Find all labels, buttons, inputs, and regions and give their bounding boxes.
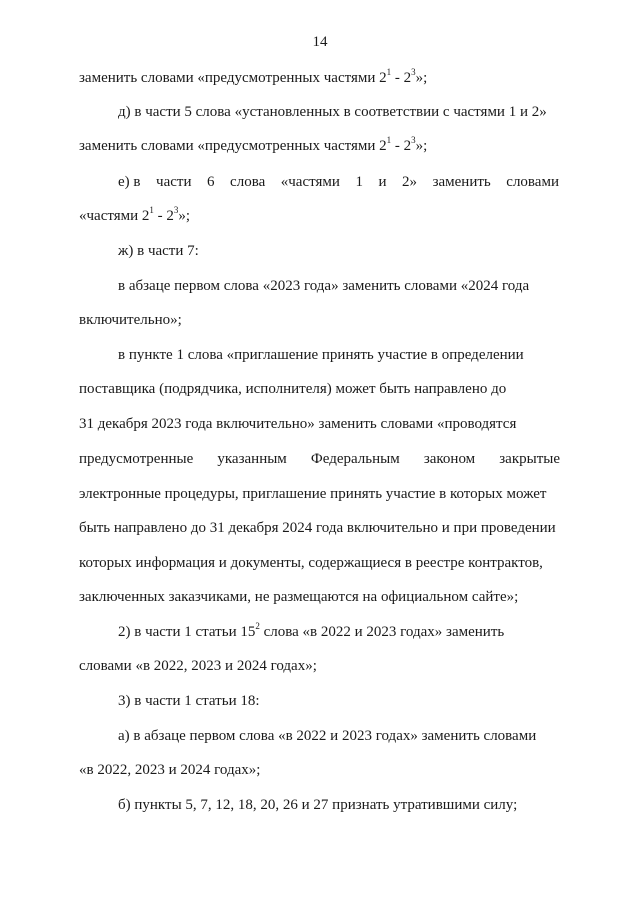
- word: законом: [423, 451, 476, 467]
- text-segment: - 2: [391, 138, 412, 154]
- text-segment: а) в абзаце первом слова «в 2022 и 2023 годах» заменить словами: [118, 728, 537, 744]
- text-line: [79, 656, 317, 676]
- text-line: [118, 345, 524, 365]
- text-segment: заключенных заказчиками, не размещаются на официальном сайте»;: [79, 589, 519, 605]
- word: е) в: [118, 174, 141, 190]
- superscript: 3: [173, 205, 179, 215]
- text-segment: в пункте 1 слова «приглашение принять участие в определении: [118, 347, 524, 363]
- text-line: [79, 310, 182, 330]
- text-segment: заменить словами «предусмотренных частями 2: [79, 138, 387, 154]
- text-segment: д) в части 5 слова «установленных в соответствии с частями 1 и 2»: [118, 104, 547, 120]
- text-segment: »;: [415, 70, 428, 86]
- text-segment: »;: [178, 208, 191, 224]
- word: 6: [207, 174, 215, 190]
- word: заменить: [432, 174, 491, 190]
- text-segment: ж) в части 7:: [118, 243, 199, 259]
- text-line: [79, 68, 427, 88]
- text-line-justified: [79, 449, 560, 469]
- text-segment: 31 декабря 2023 года включительно» заменить словами «проводятся: [79, 416, 517, 432]
- text-segment: включительно»;: [79, 312, 182, 328]
- superscript: 3: [411, 67, 416, 77]
- text-segment: электронные процедуры, приглашение принять участие в которых может: [79, 486, 547, 502]
- text-line: [79, 136, 427, 156]
- superscript: 1: [386, 135, 392, 145]
- superscript: 1: [149, 205, 154, 215]
- text-segment: 2) в части 1 статьи 15: [118, 624, 256, 640]
- text-line: [79, 518, 556, 538]
- text-segment: слова «в 2022 и 2023 годах» заменить: [259, 624, 505, 640]
- text-segment: поставщика (подрядчика, исполнителя) может быть направлено до: [79, 381, 507, 397]
- text-segment: «частями 2: [79, 208, 150, 224]
- text-line: [118, 102, 547, 122]
- word: 2»: [402, 174, 418, 190]
- text-segment: заменить словами «предусмотренных частями 2: [79, 70, 387, 86]
- text-line: [79, 379, 506, 399]
- text-segment: словами «в 2022, 2023 и 2024 годах»;: [79, 658, 317, 674]
- text-segment: »;: [415, 138, 428, 154]
- text-segment: 3) в части 1 статьи 18:: [118, 693, 260, 709]
- text-line: [118, 622, 504, 642]
- text-segment: «в 2022, 2023 и 2024 годах»;: [79, 762, 261, 778]
- text-segment: в абзаце первом слова «2023 года» заменить словами «2024 года: [118, 278, 530, 294]
- word: закрытые: [499, 451, 560, 467]
- text-line: [79, 414, 516, 434]
- word: «частями: [280, 174, 340, 190]
- text-line: [118, 691, 260, 711]
- word: указанным: [217, 451, 287, 467]
- text-line: [118, 276, 529, 296]
- text-segment: быть направлено до 31 декабря 2024 года включительно и при проведении: [79, 520, 556, 536]
- text-line: [79, 587, 518, 607]
- word: слова: [230, 174, 266, 190]
- text-segment: - 2: [391, 70, 412, 86]
- text-line: [79, 553, 543, 573]
- text-line: [118, 241, 199, 261]
- superscript: 3: [411, 135, 416, 145]
- word: части: [156, 174, 192, 190]
- text-line-justified: [118, 172, 559, 192]
- word: предусмотренные: [79, 451, 194, 467]
- text-line: [118, 795, 517, 815]
- word: и: [378, 174, 387, 190]
- word: 1: [355, 174, 363, 190]
- text-segment: - 2: [153, 208, 174, 224]
- superscript: 1: [386, 67, 392, 77]
- text-line: [79, 760, 260, 780]
- text-line: [79, 484, 546, 504]
- word: словами: [506, 174, 559, 190]
- word: Федеральным: [310, 451, 400, 467]
- page-number: 14: [312, 34, 328, 50]
- text-line: [118, 726, 536, 746]
- text-line: [79, 206, 190, 226]
- text-segment: б) пункты 5, 7, 12, 18, 20, 26 и 27 признать утратившими силу;: [118, 797, 518, 813]
- superscript: 2: [255, 621, 260, 631]
- text-segment: которых информация и документы, содержащиеся в реестре контрактов,: [79, 555, 543, 571]
